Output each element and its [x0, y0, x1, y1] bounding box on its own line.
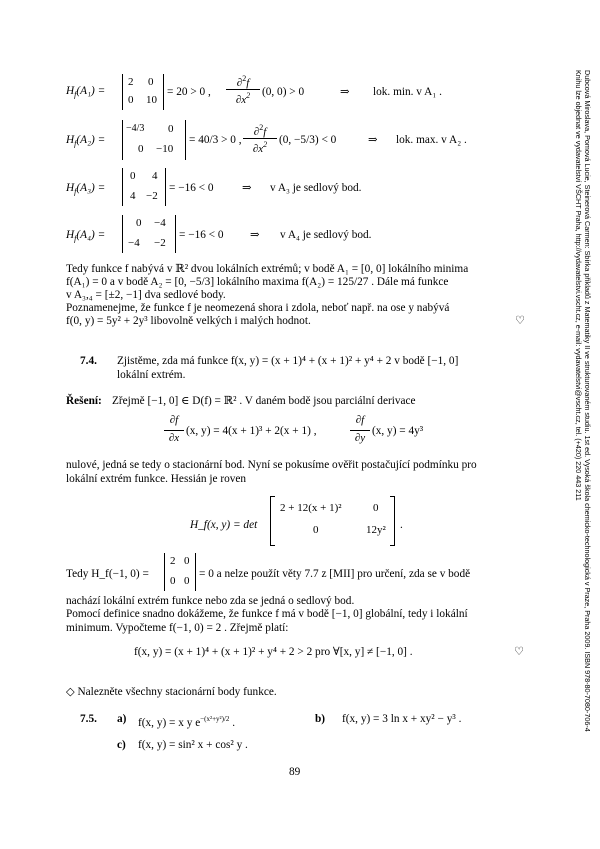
hessian-lhs: H_f(x, y) = det	[190, 519, 258, 531]
implies-arrow: ⇒	[340, 86, 350, 98]
side-citation-note	[573, 70, 592, 770]
frac-bar	[350, 430, 370, 431]
frac-bar	[243, 138, 277, 139]
second-derivative-value: (0, −5/3) < 0	[279, 134, 337, 146]
solution-label: Řešení:	[66, 395, 102, 407]
part-a-expr: f(x, y) = x y $e^{-(x^2+y^2)/2}$ .	[138, 715, 236, 729]
implies-arrow: ⇒	[250, 229, 260, 241]
conclusion-a2: lok. max. v A₂ .	[396, 134, 467, 146]
hessian-a2-value: = 40/3 > 0 ,	[189, 134, 242, 146]
end-of-example-icon: ♡	[515, 315, 526, 327]
cell: 0	[313, 524, 319, 536]
second-derivative-frac: ∂$^2$f	[236, 74, 250, 89]
implies-arrow: ⇒	[242, 182, 252, 194]
cell: 12y²	[366, 524, 386, 536]
cell: 0	[136, 217, 142, 229]
cell: −4	[128, 237, 140, 249]
implies-arrow: ⇒	[368, 134, 378, 146]
text-line: f(0, y) = 5y² + 2y³ libovolně velkých i malých hodnot.	[66, 315, 311, 327]
cell: 0	[170, 575, 176, 587]
frac-bar	[226, 89, 260, 90]
det-zero-matrix	[164, 553, 196, 591]
cell: 0	[128, 94, 134, 106]
text-line: nulové, jedná se tedy o stacionární bod. Nyní se pokusíme ověřit postačující podmínku pro	[66, 459, 477, 471]
conclusion-a4: v A₄ je sedlový bod.	[280, 229, 372, 241]
text-line: lokální extrém funkce. Hessián je roven	[66, 473, 247, 485]
cell: 4	[130, 190, 136, 202]
part-b-label: b)	[315, 713, 326, 725]
text-line: Pomocí definice snadno dokážeme, že funkce f má v bodě [−1, 0] globální, tedy i lokální	[66, 608, 468, 620]
partial-x-expr: (x, y) = 4(x + 1)³ + 2(x + 1) ,	[186, 425, 317, 437]
cell: 0	[373, 502, 379, 514]
cell: 4	[152, 170, 158, 182]
conclusion-a3: v A₃ je sedlový bod.	[270, 182, 362, 194]
cell: 10	[146, 94, 157, 106]
matrix-bracket-right	[390, 496, 395, 546]
text-line: = 0 a nelze použít věty 7.7 z [MII] pro určení, zda se v bodě	[199, 568, 471, 580]
hessian-a1-value: = 20 > 0 ,	[167, 86, 211, 98]
frac-den: $\partial x^2$	[252, 140, 268, 155]
matrix-bracket-left	[270, 496, 275, 546]
partial-y-frac: ∂f	[355, 414, 365, 426]
text-line: Tedy H_f(−1, 0) =	[66, 568, 149, 580]
hessian-a4-lhs: $H_f(A_4)$ =	[66, 229, 106, 243]
cell: 0	[184, 575, 190, 587]
frac-den: $\partial x^2$	[235, 91, 251, 106]
side-note-line1: Dubcová Miroslava, Pomová Lucie, Steinerová Carmen: Sbírka příkladů z Matematiky II ve strukturovaném studiu. 1st ed. Vysoká škola chemicko-technologická v Praze, Praha 2009. ISBN 978-80-7080-706-4	[583, 70, 592, 732]
second-derivative-frac: ∂$^2$f	[253, 123, 267, 138]
text-line: f(A₁) = 0 a v bodě A₂ = [0, −5/3] lokálního maxima f(A₂) = 125/27 . Dále má funkce	[66, 276, 449, 288]
hessian-a2-lhs: $H_f(A_2)$ =	[66, 134, 106, 148]
hessian-a3-lhs: $H_f(A_3)$ =	[66, 182, 106, 196]
example-number: 7.4.	[80, 355, 97, 367]
partial-x-frac: ∂f	[169, 414, 179, 426]
end-of-example-icon: ♡	[514, 646, 525, 658]
frac-bar	[164, 430, 184, 431]
hessian-a1-lhs: $H_f(A_1)$ =	[66, 85, 106, 99]
partial-y-expr: (x, y) = 4y³	[372, 425, 424, 437]
example-statement-cont: lokální extrém.	[117, 369, 186, 381]
hessian-a3-matrix	[122, 168, 166, 206]
frac-den: ∂x	[168, 432, 180, 444]
part-b-expr: f(x, y) = 3 ln x + xy² − y³ .	[342, 713, 462, 725]
cell: 0	[168, 123, 174, 135]
cell: −4/3	[126, 123, 145, 134]
text-line: nachází lokální extrém funkce nebo zda se jedná o sedlový bod.	[66, 595, 355, 607]
text-line: Zřejmě [−1, 0] ∈ D(f) = ℝ² . V daném bodě jsou parciální derivace	[112, 395, 416, 407]
cell: 0	[130, 170, 136, 182]
part-c-label: c)	[117, 739, 126, 751]
text-line: Poznamenejme, že funkce f je neomezená shora i zdola, neboť např. na ose y nabývá	[66, 302, 450, 314]
inequality: f(x, y) = (x + 1)⁴ + (x + 1)² + y⁴ + 2 > 2 pro ∀[x, y] ≠ [−1, 0] .	[134, 646, 413, 658]
text-line: v A₃,₄ = [±2, −1] dva sedlové body.	[66, 289, 226, 301]
cell: −2	[154, 237, 166, 249]
cell: 2	[128, 76, 134, 88]
hessian-a3-value: = −16 < 0	[169, 182, 214, 194]
cell: 2	[170, 555, 176, 567]
conclusion-a1: lok. min. v A₁ .	[373, 86, 442, 98]
exercise-intro: ◇ Nalezněte všechny stacionární body funkce.	[66, 686, 277, 698]
side-note-line2: Knihu lze objednat ve vydavatelství VŠCHT Praha, http://vydavatelstvi.vscht.cz, e-mail: vydavatelstvi@vscht.cz, tel. (+420) 220 443 211	[574, 70, 583, 501]
text-line: minimum. Vypočteme f(−1, 0) = 2 . Zřejmě platí:	[66, 622, 289, 634]
period: .	[400, 519, 403, 531]
text-line: Tedy funkce f nabývá v ℝ² dvou lokálních extrémů; v bodě A₁ = [0, 0] lokálního minima	[66, 263, 469, 275]
cell: 0	[138, 143, 144, 155]
part-c-expr: f(x, y) = sin² x + cos² y .	[138, 739, 248, 751]
page-number: 89	[289, 766, 301, 778]
cell: 2 + 12(x + 1)²	[280, 502, 342, 514]
cell: −2	[146, 190, 158, 202]
cell: −10	[156, 143, 174, 155]
frac-den: ∂y	[354, 432, 366, 444]
part-a-label: a)	[117, 713, 127, 725]
example-statement: Zjistěme, zda má funkce f(x, y) = (x + 1)⁴ + (x + 1)² + y⁴ + 2 v bodě [−1, 0]	[117, 355, 459, 367]
second-derivative-value: (0, 0) > 0	[262, 86, 305, 98]
exercise-number: 7.5.	[80, 713, 97, 725]
cell: 0	[148, 76, 154, 88]
cell: −4	[154, 217, 166, 229]
cell: 0	[184, 555, 190, 567]
hessian-a4-value: = −16 < 0	[179, 229, 224, 241]
